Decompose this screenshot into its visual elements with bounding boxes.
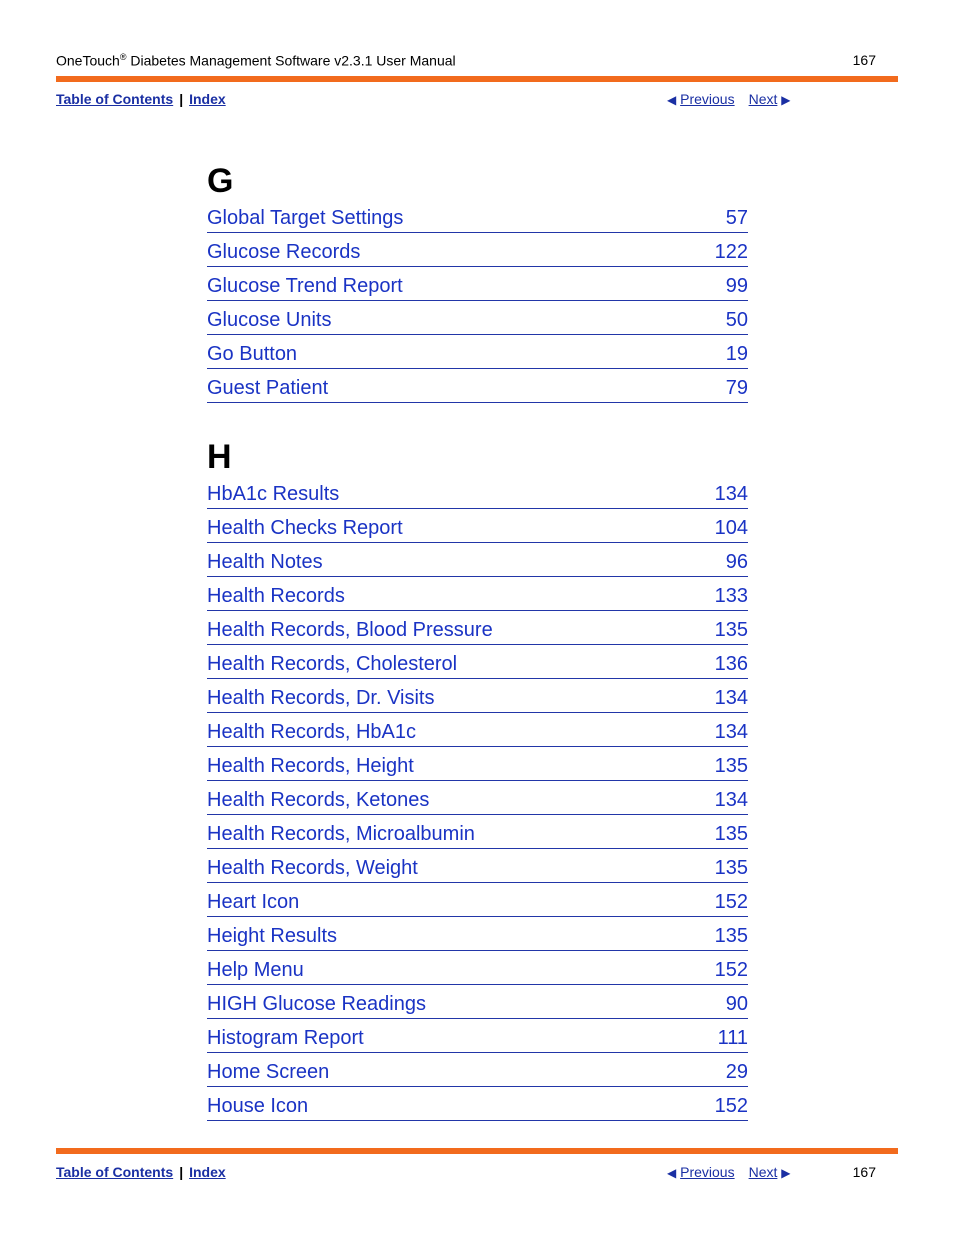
index-link[interactable]: Index [189, 1164, 226, 1180]
previous-arrow-icon[interactable]: ◀ [667, 93, 677, 107]
index-page-number[interactable]: 104 [714, 517, 748, 539]
index-page-number[interactable]: 134 [714, 721, 748, 743]
toc-link[interactable]: Table of Contents [56, 1164, 174, 1180]
index-entry[interactable] [207, 199, 748, 233]
index-entry[interactable] [207, 883, 748, 917]
index-entry[interactable] [207, 543, 748, 577]
index-entry[interactable] [207, 849, 748, 883]
index-term[interactable]: Health Records, HbA1c [207, 721, 416, 743]
index-entry[interactable] [207, 475, 748, 509]
index-term[interactable]: HIGH Glucose Readings [207, 993, 426, 1015]
index-entry[interactable] [207, 645, 748, 679]
index-term[interactable]: Guest Patient [207, 377, 329, 399]
index-term[interactable]: Heart Icon [207, 891, 300, 913]
index-entry[interactable] [207, 713, 748, 747]
index-page-number[interactable]: 135 [714, 823, 748, 845]
index-term[interactable]: House Icon [207, 1095, 309, 1117]
index-entry[interactable] [207, 267, 748, 301]
index-page-number[interactable]: 111 [717, 1027, 748, 1049]
next-arrow-icon[interactable]: ▶ [781, 93, 791, 107]
index-entry[interactable] [207, 1019, 748, 1053]
index-page-number[interactable]: 135 [714, 619, 748, 641]
index-entry[interactable] [207, 951, 748, 985]
index-term[interactable]: HbA1c Results [207, 483, 340, 505]
index-page-number[interactable]: 122 [714, 241, 748, 263]
next-link[interactable]: Next [748, 1164, 778, 1180]
index-term[interactable]: Health Notes [207, 551, 323, 573]
index-page-number[interactable]: 135 [714, 925, 748, 947]
index-term[interactable]: Health Records, Weight [207, 857, 418, 879]
toc-link[interactable]: Table of Contents [56, 91, 174, 107]
index-page-number[interactable]: 90 [725, 993, 748, 1015]
index-term[interactable]: Help Menu [207, 959, 304, 981]
index-term[interactable]: Health Records, Height [207, 755, 414, 777]
footer-rule [56, 1148, 898, 1154]
header-rule [56, 76, 898, 82]
page-header [56, 52, 876, 70]
next-link[interactable]: Next [748, 91, 778, 107]
index-list [207, 163, 748, 1121]
index-term[interactable]: Height Results [207, 925, 338, 947]
index-section [207, 439, 748, 1121]
index-page-number[interactable]: 136 [714, 653, 748, 675]
index-entry[interactable] [207, 369, 748, 403]
next-arrow-icon[interactable]: ▶ [781, 1166, 791, 1180]
header-page-number: 167 [852, 52, 876, 68]
index-entry[interactable] [207, 747, 748, 781]
bottom-nav: Table of Contents | Index ◀ Previous Next ▶ 167 [56, 1164, 876, 1180]
index-entry[interactable] [207, 917, 748, 951]
previous-link[interactable]: Previous [680, 1164, 735, 1180]
index-page-number[interactable]: 152 [714, 891, 748, 913]
document-title: OneTouch® Diabetes Management Software v2.3.1 User Manual [56, 52, 456, 69]
index-page-number[interactable]: 134 [714, 687, 748, 709]
index-page-number[interactable]: 133 [714, 585, 748, 607]
footer-page-number: 167 [852, 1164, 876, 1180]
index-entry[interactable] [207, 509, 748, 543]
index-page-number[interactable]: 29 [725, 1061, 748, 1083]
index-entry[interactable] [207, 679, 748, 713]
index-term[interactable]: Glucose Trend Report [207, 275, 403, 297]
index-term[interactable]: Home Screen [207, 1061, 330, 1083]
index-page-number[interactable]: 96 [725, 551, 748, 573]
previous-link[interactable]: Previous [680, 91, 735, 107]
index-entry[interactable] [207, 335, 748, 369]
index-term[interactable]: Health Records, Dr. Visits [207, 687, 435, 709]
index-entry[interactable] [207, 611, 748, 645]
index-page-number[interactable]: 135 [714, 755, 748, 777]
index-term[interactable]: Health Checks Report [207, 517, 403, 539]
index-section [207, 163, 748, 403]
section-letter: H [207, 438, 232, 476]
index-page-number[interactable]: 135 [714, 857, 748, 879]
index-term[interactable]: Go Button [207, 343, 298, 365]
index-term[interactable]: Health Records, Cholesterol [207, 653, 458, 675]
index-term[interactable]: Health Records, Microalbumin [207, 823, 475, 845]
index-entry[interactable] [207, 985, 748, 1019]
previous-arrow-icon[interactable]: ◀ [667, 1166, 677, 1180]
index-term[interactable]: Global Target Settings [207, 207, 404, 229]
index-entry[interactable] [207, 815, 748, 849]
section-letter: G [207, 162, 234, 200]
index-term[interactable]: Health Records, Ketones [207, 789, 430, 811]
index-page-number[interactable]: 152 [714, 1095, 748, 1117]
index-page-number[interactable]: 57 [725, 207, 748, 229]
index-page-number[interactable]: 134 [714, 789, 748, 811]
index-page-number[interactable]: 99 [725, 275, 748, 297]
index-entry[interactable] [207, 233, 748, 267]
index-entry[interactable] [207, 1087, 748, 1121]
index-term[interactable]: Health Records, Blood Pressure [207, 619, 493, 641]
index-page-number[interactable]: 79 [725, 377, 748, 399]
index-link[interactable]: Index [189, 91, 226, 107]
index-term[interactable]: Glucose Records [207, 241, 361, 263]
index-term[interactable]: Histogram Report [207, 1027, 364, 1049]
index-page-number[interactable]: 134 [714, 483, 748, 505]
top-nav: Table of Contents | Index ◀ Previous Next ▶ [56, 91, 791, 107]
index-entry[interactable] [207, 1053, 748, 1087]
index-page-number[interactable]: 50 [725, 309, 748, 331]
index-entry[interactable] [207, 577, 748, 611]
index-term[interactable]: Health Records [207, 585, 345, 607]
index-term[interactable]: Glucose Units [207, 309, 332, 331]
index-page-number[interactable]: 152 [714, 959, 748, 981]
index-entry[interactable] [207, 781, 748, 815]
index-entry[interactable] [207, 301, 748, 335]
index-page-number[interactable]: 19 [725, 343, 748, 365]
